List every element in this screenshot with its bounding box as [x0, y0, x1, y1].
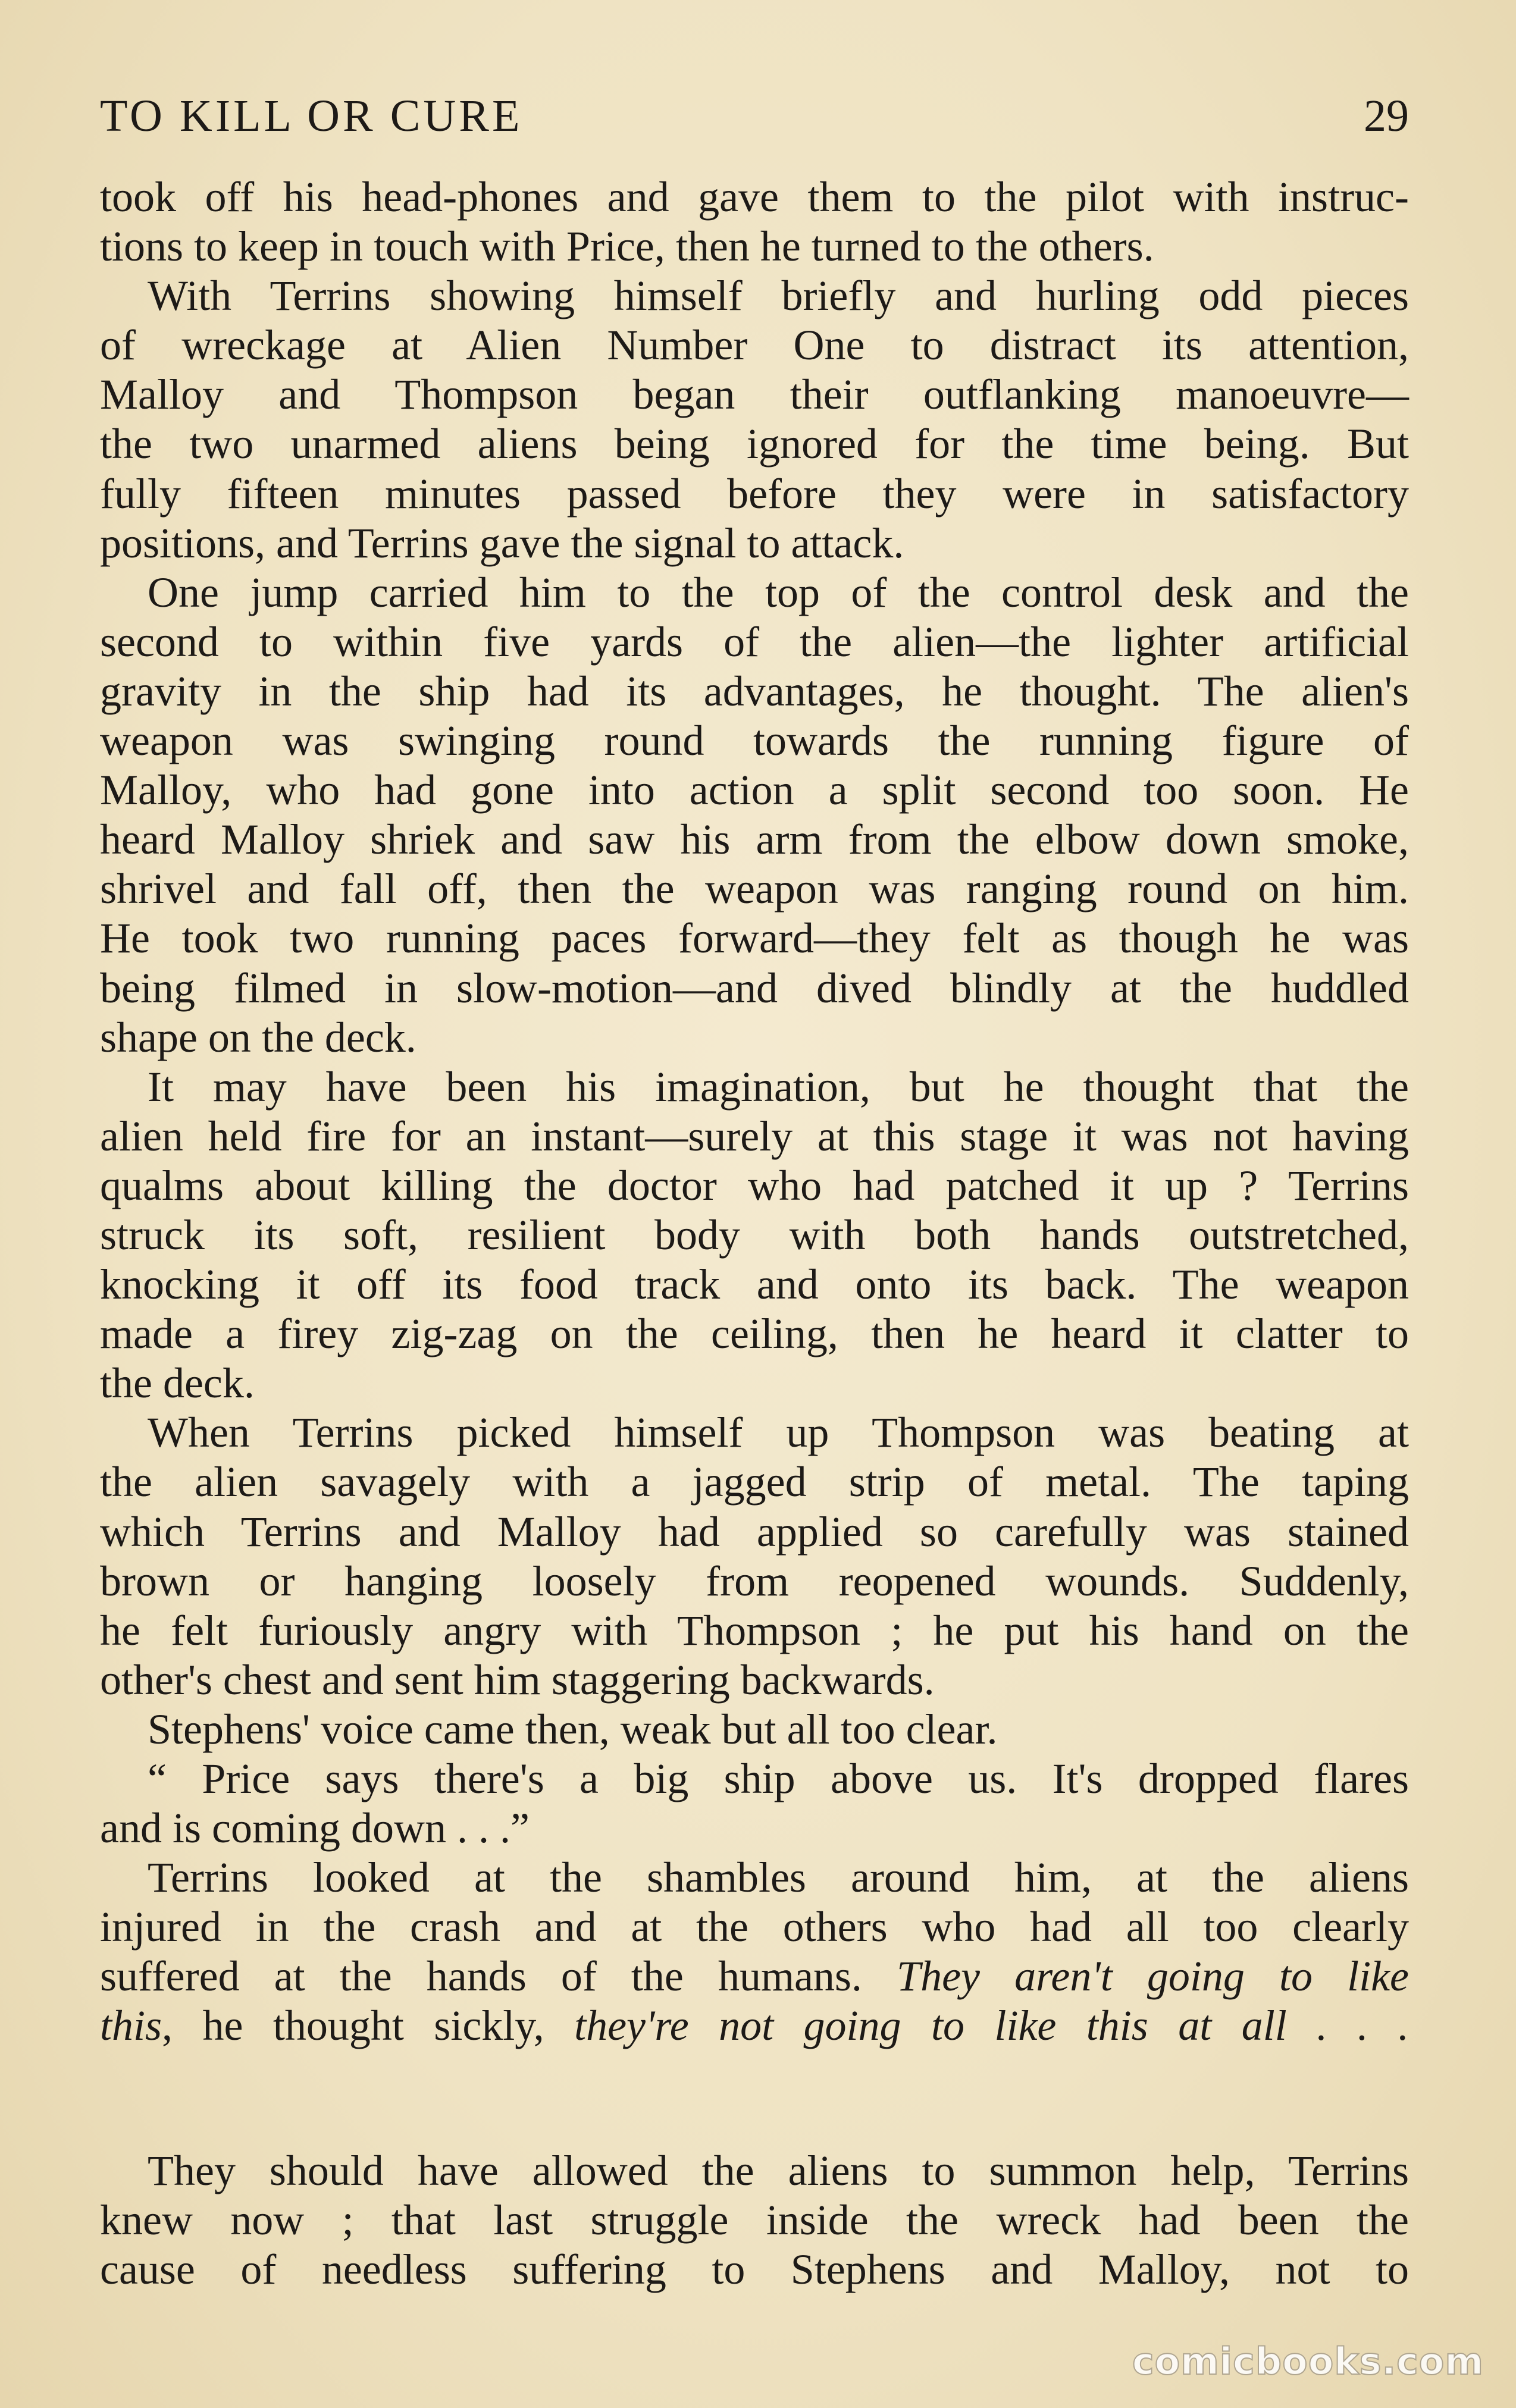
text-line: Malloy, who had gone into action a split second too soon. He: [100, 766, 1409, 814]
text-line: the alien savagely with a jagged strip of metal. The taping: [100, 1458, 1409, 1506]
text-line: this, he thought sickly, they're not going to like this at all . . .: [100, 2002, 1409, 2050]
text-line: Terrins looked at the shambles around him, at the aliens: [148, 1854, 1409, 1902]
page-header: [100, 83, 1409, 149]
text-line: heard Malloy shriek and saw his arm from the elbow down smoke,: [100, 816, 1409, 864]
text-line: he felt furiously angry with Thompson ; he put his hand on the: [100, 1606, 1409, 1654]
text-line: the two unarmed aliens being ignored for the time being. But: [100, 420, 1409, 468]
text-line: alien held fire for an instant—surely at this stage it was not having: [100, 1112, 1409, 1160]
text-line: weapon was swinging round towards the running figure of: [100, 717, 1409, 765]
text-line: One jump carried him to the top of the control desk and the: [148, 568, 1409, 616]
text-line: “ Price says there's a big ship above us. It's dropped flares: [148, 1755, 1409, 1802]
section-break: [100, 2051, 1409, 2146]
running-head: TO KILL OR CURE: [100, 91, 523, 141]
text-line: fully fifteen minutes passed before they were in satisfactory: [100, 469, 1409, 518]
text-line: second to within five yards of the alien—the lighter artificial: [100, 617, 1409, 666]
text-line: and is coming down . . .”: [100, 1804, 530, 1852]
body-text: [100, 173, 1409, 2294]
text-span: suffered at the hands of the humans.: [100, 1952, 862, 2001]
text-line: of wreckage at Alien Number One to distract its attention,: [100, 321, 1409, 369]
page-number: 29: [1364, 91, 1409, 141]
text-line: took off his head-phones and gave them to the pilot with instruc-: [100, 173, 1409, 221]
text-line: struck its soft, resilient body with both hands outstretched,: [100, 1211, 1409, 1259]
text-line: Stephens' voice came then, weak but all too clear.: [148, 1705, 998, 1753]
text-line: tions to keep in touch with Price, then he turned to the others.: [100, 222, 1154, 271]
text-span: he thought sickly,: [202, 2002, 544, 2050]
text-line: injured in the crash and at the others who had all too clearly: [100, 1903, 1409, 1951]
text-line: qualms about killing the doctor who had patched it up ? Terrins: [100, 1161, 1409, 1209]
text-line: knew now ; that last struggle inside the wreck had been the: [100, 2196, 1409, 2244]
text-line: With Terrins showing himself briefly and hurling odd pieces: [148, 272, 1409, 320]
text-line: Malloy and Thompson began their outflanking manoeuvre—: [100, 371, 1409, 419]
italic-text: They aren't going to like: [897, 1952, 1409, 2001]
text-line: When Terrins picked himself up Thompson was beating at: [148, 1409, 1409, 1457]
text-line: the deck.: [100, 1359, 255, 1407]
text-line: which Terrins and Malloy had applied so carefully was stained: [100, 1507, 1409, 1556]
watermark-logo: comicbooks.com: [1132, 2340, 1484, 2383]
text-line: It may have been his imagination, but he thought that the: [148, 1062, 1409, 1111]
text-line: being filmed in slow-motion—and dived blindly at the huddled: [100, 964, 1409, 1012]
text-line: knocking it off its food track and onto its back. The weapon: [100, 1261, 1409, 1309]
text-line: made a firey zig-zag on the ceiling, then he heard it clatter to: [100, 1310, 1409, 1358]
text-line: shrivel and fall off, then the weapon was ranging round on him.: [100, 865, 1409, 913]
text-line: positions, and Terrins gave the signal to attack.: [100, 519, 904, 567]
text-line: They should have allowed the aliens to summon help, Terrins: [148, 2146, 1409, 2194]
text-line: shape on the deck.: [100, 1013, 416, 1061]
text-line: other's chest and sent him staggering backwards.: [100, 1656, 935, 1704]
italic-text: this: [100, 2002, 162, 2050]
text-line: [100, 1952, 1409, 2001]
text-line: He took two running paces forward—they felt as though he was: [100, 914, 1409, 962]
text-line: gravity in the ship had its advantages, he thought. The alien's: [100, 667, 1409, 715]
text-line: cause of needless suffering to Stephens and Malloy, not to: [100, 2245, 1409, 2293]
text-line: brown or hanging loosely from reopened wounds. Suddenly,: [100, 1557, 1409, 1605]
italic-text: they're not going to like this at all . . .: [574, 2002, 1409, 2050]
